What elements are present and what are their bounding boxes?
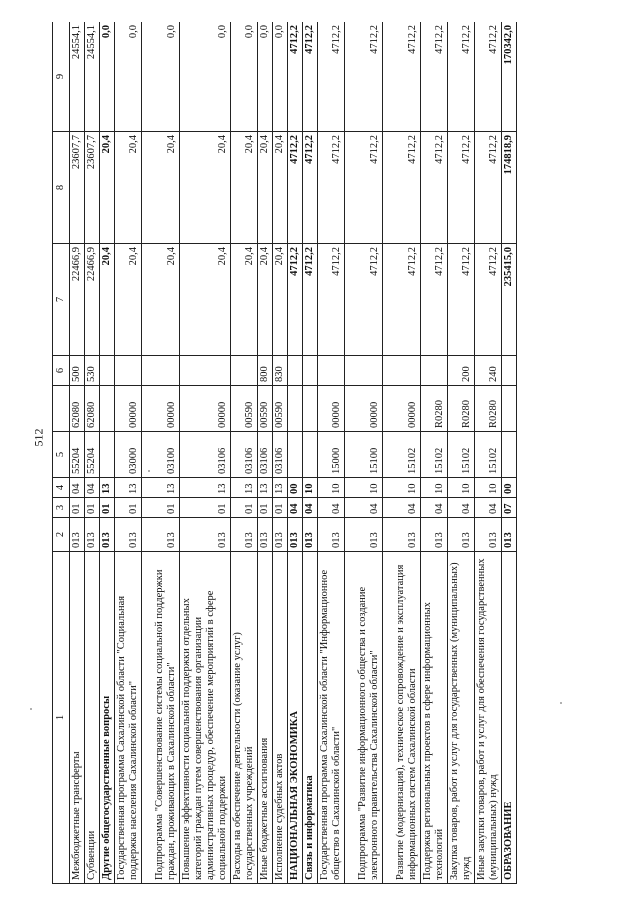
col-expense-type: 830 [273, 356, 288, 386]
column-header: 1 [53, 552, 70, 884]
col-value-2020: 20,4 [180, 132, 231, 244]
col-expense-code: R0280 [448, 386, 475, 432]
col-program-code: 15102 [448, 432, 475, 478]
col-value-2019: 235415,0 [502, 244, 517, 356]
col-expense-type [115, 356, 142, 386]
row-name: Развитие (модернизация), техническое сопровождение и эксплуатация информационных систем Сахалинской области [383, 552, 421, 884]
col-subsection: 04 [70, 478, 85, 498]
col-value-2021: 0,0 [273, 22, 288, 132]
col-value-2021: 0,0 [231, 22, 258, 132]
column-header: 3 [53, 498, 70, 518]
row-name: НАЦИОНАЛЬНАЯ ЭКОНОМИКА [288, 552, 303, 884]
col-expense-code: 00590 [273, 386, 288, 432]
col-section: 01 [85, 498, 100, 518]
col-value-2019: 4712,2 [421, 244, 448, 356]
column-header: 9 [53, 22, 70, 132]
row-name: Связь и информатика [303, 552, 318, 884]
table-row [421, 22, 448, 884]
row-name: Межбюджетные трансферты [70, 552, 85, 884]
col-value-2020: 20,4 [142, 132, 180, 244]
col-expense-code: R0280 [421, 386, 448, 432]
col-section: 04 [383, 498, 421, 518]
col-program-code: 03100 [142, 432, 180, 478]
table-row [231, 22, 258, 884]
col-ministry: 013 [180, 518, 231, 552]
column-header: 8 [53, 132, 70, 244]
table-row [70, 22, 85, 884]
col-expense-code: R0280 [475, 386, 502, 432]
col-value-2019: 4712,2 [303, 244, 318, 356]
col-value-2020: 20,4 [100, 132, 115, 244]
col-expense-code: 00000 [180, 386, 231, 432]
table-row [115, 22, 142, 884]
col-value-2020: 4712,2 [303, 132, 318, 244]
col-value-2019: 4712,2 [288, 244, 303, 356]
table-row [345, 22, 383, 884]
col-value-2021: 4712,2 [303, 22, 318, 132]
table-row [180, 22, 231, 884]
col-ministry: 013 [383, 518, 421, 552]
row-name: Поддержка региональных проектов в сфере информационных технологий [421, 552, 448, 884]
row-name: Подпрограмма "Развитие информационного общества и создание электронного правительства Сахалинской области" [345, 552, 383, 884]
column-header: 6 [53, 356, 70, 386]
col-ministry: 013 [288, 518, 303, 552]
col-section: 04 [421, 498, 448, 518]
row-name: Исполнение судебных актов [273, 552, 288, 884]
col-expense-code: 00000 [345, 386, 383, 432]
col-expense-code: 00590 [231, 386, 258, 432]
col-section: 04 [345, 498, 383, 518]
col-subsection: 13 [273, 478, 288, 498]
col-ministry: 013 [115, 518, 142, 552]
col-value-2020: 4712,2 [421, 132, 448, 244]
col-value-2020: 4712,2 [318, 132, 345, 244]
scan-speck [30, 708, 32, 710]
table-row [288, 22, 303, 884]
col-subsection: 10 [383, 478, 421, 498]
col-subsection: 10 [303, 478, 318, 498]
col-ministry: 013 [231, 518, 258, 552]
col-value-2021: 4712,2 [318, 22, 345, 132]
col-program-code: 15102 [475, 432, 502, 478]
col-program-code: 15102 [421, 432, 448, 478]
col-expense-code [502, 386, 517, 432]
col-expense-code: 00590 [258, 386, 273, 432]
col-value-2020: 4712,2 [475, 132, 502, 244]
table-row [383, 22, 421, 884]
col-section: 01 [142, 498, 180, 518]
col-subsection: 10 [475, 478, 502, 498]
col-program-code [288, 432, 303, 478]
col-section: 04 [288, 498, 303, 518]
col-value-2019: 20,4 [273, 244, 288, 356]
header-row [53, 22, 70, 884]
col-section: 01 [100, 498, 115, 518]
scan-speck [148, 470, 150, 472]
col-subsection: 13 [100, 478, 115, 498]
col-program-code: 15100 [345, 432, 383, 478]
col-program-code [303, 432, 318, 478]
col-section: 07 [502, 498, 517, 518]
row-name: Закупка товаров, работ и услуг для государственных (муниципальных) нужд [448, 552, 475, 884]
row-name: Подпрограмма "Совершенствование системы социальной поддержки граждан, проживающих в Сахалинской области" [142, 552, 180, 884]
col-program-code: 55204 [85, 432, 100, 478]
table-row [100, 22, 115, 884]
row-name: Иные бюджетные ассигнования [258, 552, 273, 884]
col-expense-type [288, 356, 303, 386]
col-program-code: 55204 [70, 432, 85, 478]
col-program-code [502, 432, 517, 478]
col-expense-code: 62080 [85, 386, 100, 432]
col-ministry: 013 [318, 518, 345, 552]
col-program-code: 03106 [180, 432, 231, 478]
table-row [303, 22, 318, 884]
col-ministry: 013 [258, 518, 273, 552]
col-value-2021: 4712,2 [288, 22, 303, 132]
col-section: 04 [475, 498, 502, 518]
col-expense-code [303, 386, 318, 432]
col-subsection: 04 [85, 478, 100, 498]
col-section: 01 [70, 498, 85, 518]
col-subsection: 13 [258, 478, 273, 498]
column-header: 7 [53, 244, 70, 356]
table-row [502, 22, 517, 884]
col-value-2020: 4712,2 [288, 132, 303, 244]
col-section: 01 [115, 498, 142, 518]
col-value-2021: 0,0 [142, 22, 180, 132]
row-name: Государственная программа Сахалинской области "Информационное общество в Сахалинской области" [318, 552, 345, 884]
col-ministry: 013 [421, 518, 448, 552]
col-expense-type [180, 356, 231, 386]
col-value-2020: 20,4 [258, 132, 273, 244]
page-number: 512 [31, 428, 46, 447]
col-ministry: 013 [70, 518, 85, 552]
row-name: Субвенции [85, 552, 100, 884]
col-value-2020: 4712,2 [448, 132, 475, 244]
col-value-2021: 0,0 [180, 22, 231, 132]
table-row [273, 22, 288, 884]
table-row [318, 22, 345, 884]
col-expense-type [421, 356, 448, 386]
col-program-code [100, 432, 115, 478]
col-value-2021: 4712,2 [383, 22, 421, 132]
column-header: 5 [53, 432, 70, 478]
col-subsection: 10 [421, 478, 448, 498]
column-header: 4 [53, 478, 70, 498]
column-header [53, 386, 70, 432]
col-value-2021: 24554,1 [85, 22, 100, 132]
col-value-2019: 20,4 [180, 244, 231, 356]
col-ministry: 013 [303, 518, 318, 552]
col-program-code: 15000 [318, 432, 345, 478]
row-name: ОБРАЗОВАНИЕ [502, 552, 517, 884]
table-row [448, 22, 475, 884]
col-expense-code: 00000 [115, 386, 142, 432]
col-ministry: 013 [502, 518, 517, 552]
col-value-2021: 4712,2 [448, 22, 475, 132]
col-value-2020: 20,4 [273, 132, 288, 244]
col-subsection: 13 [115, 478, 142, 498]
row-name: Расходы на обеспечение деятельности (оказание услуг) государственных учреждений [231, 552, 258, 884]
col-value-2021: 4712,2 [475, 22, 502, 132]
col-value-2020: 20,4 [231, 132, 258, 244]
budget-table [52, 22, 517, 884]
col-value-2020: 4712,2 [345, 132, 383, 244]
col-value-2019: 20,4 [100, 244, 115, 356]
col-value-2020: 23607,7 [70, 132, 85, 244]
col-ministry: 013 [345, 518, 383, 552]
col-section: 04 [318, 498, 345, 518]
col-subsection: 10 [318, 478, 345, 498]
col-program-code: 03106 [231, 432, 258, 478]
col-subsection: 13 [180, 478, 231, 498]
col-value-2019: 20,4 [142, 244, 180, 356]
col-expense-type [502, 356, 517, 386]
col-expense-type [231, 356, 258, 386]
col-program-code: 03000 [115, 432, 142, 478]
col-section: 01 [258, 498, 273, 518]
col-subsection: 00 [288, 478, 303, 498]
col-section: 04 [448, 498, 475, 518]
col-section: 01 [231, 498, 258, 518]
col-value-2021: 24554,1 [70, 22, 85, 132]
col-ministry: 013 [448, 518, 475, 552]
col-value-2019: 20,4 [231, 244, 258, 356]
col-expense-code [100, 386, 115, 432]
col-section: 01 [180, 498, 231, 518]
row-name: Государственная программа Сахалинской области "Социальная поддержка населения Сахалинской области" [115, 552, 142, 884]
row-name: Иные закупки товаров, работ и услуг для обеспечения государственных (муниципальных) нужд [475, 552, 502, 884]
col-expense-type [303, 356, 318, 386]
col-value-2021: 0,0 [115, 22, 142, 132]
column-header: 2 [53, 518, 70, 552]
col-expense-type [100, 356, 115, 386]
scan-speck [560, 702, 562, 704]
col-subsection: 13 [231, 478, 258, 498]
col-subsection: 10 [448, 478, 475, 498]
col-ministry: 013 [475, 518, 502, 552]
col-expense-type: 500 [70, 356, 85, 386]
row-name: Другие общегосударственные вопросы [100, 552, 115, 884]
col-program-code: 03106 [258, 432, 273, 478]
col-section: 01 [273, 498, 288, 518]
table-row [142, 22, 180, 884]
col-value-2019: 4712,2 [318, 244, 345, 356]
col-program-code: 03106 [273, 432, 288, 478]
row-name: Повышение эффективности социальной поддержки отдельных категорий граждан путем совершенствования организации административных процедур, обеспечение мероприятий в сфере социальной поддержки [180, 552, 231, 884]
col-ministry: 013 [100, 518, 115, 552]
col-expense-type: 800 [258, 356, 273, 386]
col-value-2019: 4712,2 [345, 244, 383, 356]
col-expense-code: 62080 [70, 386, 85, 432]
col-value-2021: 4712,2 [421, 22, 448, 132]
col-value-2019: 22466,9 [85, 244, 100, 356]
col-value-2019: 4712,2 [383, 244, 421, 356]
col-value-2019: 20,4 [115, 244, 142, 356]
col-expense-type: 200 [448, 356, 475, 386]
col-expense-type [383, 356, 421, 386]
col-ministry: 013 [273, 518, 288, 552]
col-value-2020: 20,4 [115, 132, 142, 244]
col-ministry: 013 [142, 518, 180, 552]
col-expense-code: 00000 [142, 386, 180, 432]
col-subsection: 13 [142, 478, 180, 498]
col-value-2019: 20,4 [258, 244, 273, 356]
col-expense-code [288, 386, 303, 432]
col-subsection: 00 [502, 478, 517, 498]
col-section: 04 [303, 498, 318, 518]
col-value-2021: 170342,0 [502, 22, 517, 132]
col-expense-type [142, 356, 180, 386]
table-row [258, 22, 273, 884]
col-value-2019: 22466,9 [70, 244, 85, 356]
col-expense-type: 240 [475, 356, 502, 386]
col-expense-type [318, 356, 345, 386]
col-expense-type: 530 [85, 356, 100, 386]
col-value-2020: 23607,7 [85, 132, 100, 244]
col-subsection: 10 [345, 478, 383, 498]
table-row [85, 22, 100, 884]
col-program-code: 15102 [383, 432, 421, 478]
col-value-2019: 4712,2 [448, 244, 475, 356]
col-expense-code: 00000 [383, 386, 421, 432]
table-row [475, 22, 502, 884]
col-value-2020: 174818,9 [502, 132, 517, 244]
col-value-2021: 4712,2 [345, 22, 383, 132]
col-value-2021: 0,0 [100, 22, 115, 132]
col-ministry: 013 [85, 518, 100, 552]
col-expense-code: 00000 [318, 386, 345, 432]
rotated-table-sheet [52, 22, 582, 884]
col-value-2021: 0,0 [258, 22, 273, 132]
col-value-2019: 4712,2 [475, 244, 502, 356]
col-value-2020: 4712,2 [383, 132, 421, 244]
col-expense-type [345, 356, 383, 386]
